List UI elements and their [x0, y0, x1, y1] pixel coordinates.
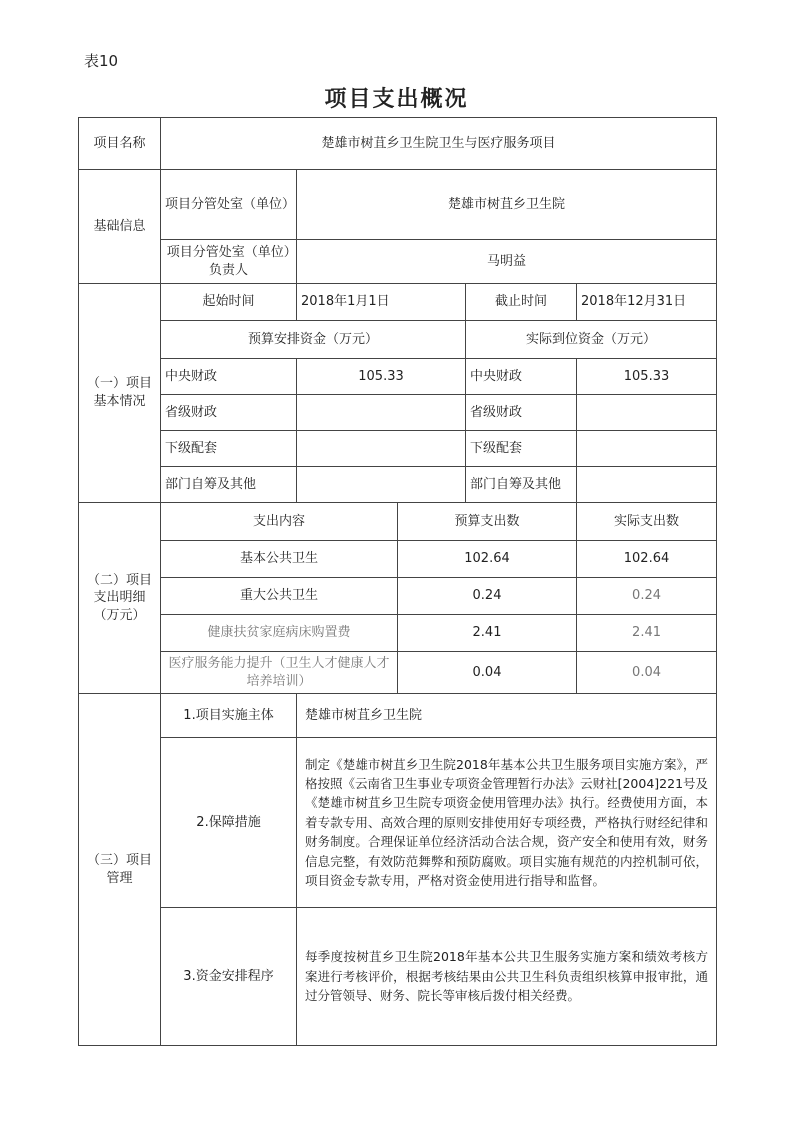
expense-row: [79, 578, 717, 615]
fund-source-label: 中央财政: [161, 359, 297, 395]
project-name-value: 楚雄市树苴乡卫生院卫生与医疗服务项目: [161, 118, 717, 170]
fund-actual-value: [577, 395, 717, 431]
fund-budget-value: [297, 395, 466, 431]
expense-actual-header: 实际支出数: [577, 503, 717, 541]
funds-row: [79, 467, 717, 503]
expense-row: [79, 615, 717, 652]
start-label: 起始时间: [161, 284, 297, 321]
fund-budget-value: [297, 467, 466, 503]
fund-actual-value: [577, 467, 717, 503]
page-title: 项目支出概况: [324, 87, 469, 112]
basic-info-label: 基础信息: [79, 170, 161, 284]
expense-actual: 102.64: [577, 541, 717, 578]
period-row: [79, 284, 717, 321]
project-name-row: [79, 118, 717, 170]
expense-item: 健康扶贫家庭病床购置费: [161, 615, 398, 652]
expense-item: 医疗服务能力提升（卫生人才健康人才培养培训）: [161, 652, 398, 694]
management-label: 3.资金安排程序: [161, 908, 297, 1046]
fund-source-label: 部门自筹及其他: [161, 467, 297, 503]
funds-row: [79, 359, 717, 395]
fund-source-label: 省级财政: [466, 395, 577, 431]
fund-source-label: 省级财政: [161, 395, 297, 431]
expense-budget: 2.41: [398, 615, 577, 652]
dept-label: 项目分管处室（单位）: [161, 170, 297, 240]
fund-source-label: 下级配套: [466, 431, 577, 467]
expense-item: 基本公共卫生: [161, 541, 398, 578]
start-value: 2018年1月1日: [297, 284, 466, 321]
section2-label: （二）项目支出明细（万元）: [79, 503, 161, 694]
fund-budget-value: 105.33: [297, 359, 466, 395]
expense-budget-header: 预算支出数: [398, 503, 577, 541]
person-value: 马明益: [297, 240, 717, 284]
management-row: [79, 908, 717, 1046]
fund-source-label: 下级配套: [161, 431, 297, 467]
end-value: 2018年12月31日: [577, 284, 717, 321]
project-expense-table: [78, 117, 717, 1046]
fund-source-label: 部门自筹及其他: [466, 467, 577, 503]
management-row: [79, 738, 717, 908]
end-label: 截止时间: [466, 284, 577, 321]
dept-row: [79, 170, 717, 240]
expense-item: 重大公共卫生: [161, 578, 398, 615]
expense-row: [79, 652, 717, 694]
expense-row: [79, 541, 717, 578]
expense-budget: 0.04: [398, 652, 577, 694]
fund-actual-value: 105.33: [577, 359, 717, 395]
management-row: [79, 694, 717, 738]
section1-label: （一）项目基本情况: [79, 284, 161, 503]
management-value: 楚雄市树苴乡卫生院: [297, 694, 717, 738]
management-value: 制定《楚雄市树苴乡卫生院2018年基本公共卫生服务项目实施方案》，严格按照《云南省卫生事业专项资金管理暂行办法》云财社[2004]221号及《楚雄市树苴乡卫生院专项资金使用管理办法》执行。经费使用方面，本着专款专用、高效合理的原则安排使用好专项经费，严格执行财经纪律和财务制度。合理保证单位经济活动合法合规，资产安全和使用有效，财务信息完整，有效防范舞弊和预防腐败。项目实施有规范的内控机制可依，项目资金专款专用，严格对资金使用进行指导和监督。: [297, 738, 717, 908]
funds-header-row: [79, 321, 717, 359]
funds-row: [79, 431, 717, 467]
expense-actual: 0.04: [577, 652, 717, 694]
actual-funds-header: 实际到位资金（万元）: [466, 321, 717, 359]
fund-budget-value: [297, 431, 466, 467]
section3-label: （三）项目管理: [79, 694, 161, 1046]
expense-budget: 102.64: [398, 541, 577, 578]
management-label: 2.保障措施: [161, 738, 297, 908]
management-value: 每季度按树苴乡卫生院2018年基本公共卫生服务实施方案和绩效考核方案进行考核评价，根据考核结果由公共卫生科负责组织核算申报审批，通过分管领导、财务、院长等审核后拨付相关经费。: [297, 908, 717, 1046]
expense-item-header: 支出内容: [161, 503, 398, 541]
person-row: [79, 240, 717, 284]
expense-header-row: [79, 503, 717, 541]
dept-value: 楚雄市树苴乡卫生院: [297, 170, 717, 240]
budget-funds-header: 预算安排资金（万元）: [161, 321, 466, 359]
management-label: 1.项目实施主体: [161, 694, 297, 738]
fund-actual-value: [577, 431, 717, 467]
person-label: 项目分管处室（单位）负责人: [161, 240, 297, 284]
fund-source-label: 中央财政: [466, 359, 577, 395]
funds-row: [79, 395, 717, 431]
table-number: 表10: [84, 52, 119, 70]
expense-actual: 0.24: [577, 578, 717, 615]
project-name-label: 项目名称: [79, 118, 161, 170]
expense-actual: 2.41: [577, 615, 717, 652]
expense-budget: 0.24: [398, 578, 577, 615]
